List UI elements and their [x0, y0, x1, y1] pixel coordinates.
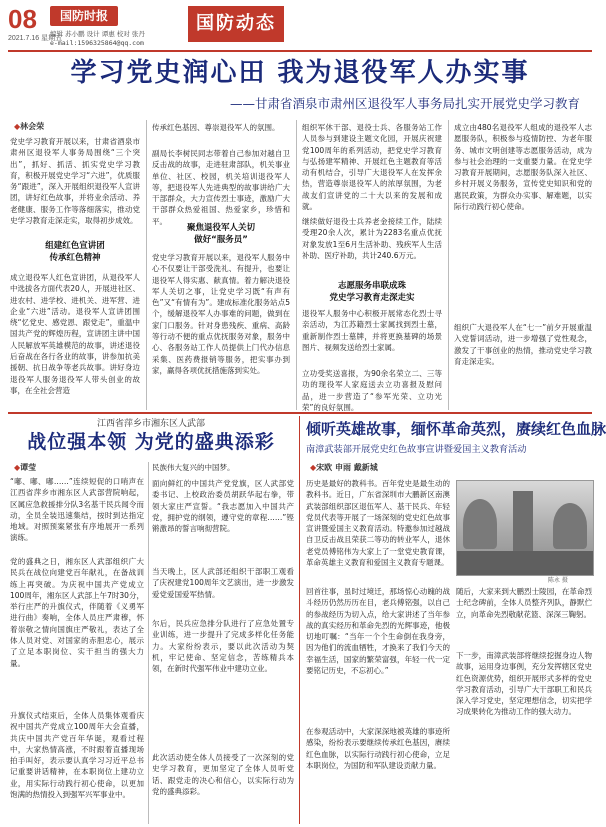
- story2-col2-text-d: 尔后，民兵应急排分队进行了应急处置专业训练，进一步提升了完成多样化任务能力。大家纷纷表示，要以此次活动为契机，牢记使命、坚定信念，苦练精兵本领，在新时代强军伟业中建功立业。: [152, 619, 294, 674]
- story2-col2-text-e: 此次活动使全体人员接受了一次深刻的党史学习教育，更加坚定了全体人员听党话、跟党走的决心和信心，以实际行动为党的盛典添彩。: [152, 753, 294, 796]
- editors-line: 编辑 苏小鹏 设计 谭惠 校对 张丹: [50, 30, 145, 38]
- main-col3-text-b: 继续做好退役士兵养老金接续工作，陆续受理20余人次，累计为2283名重点优抚对象发放1至6月生活补助、残疾军人生活补助、医疗补助，共计240.6万元。: [302, 217, 442, 260]
- photo-caption: 陈永 摄: [548, 577, 568, 584]
- contact-email: e-mail:1596325864@qq.com: [50, 39, 144, 47]
- main-col2-subhead: 聚焦退役军人关切 做好“服务员”: [186, 223, 255, 245]
- issue-date: 2021.7.16 星期五: [8, 35, 63, 42]
- main-col2-text-a: 传承红色基因、尊崇退役军人的氛围。: [152, 123, 280, 132]
- column-divider: [146, 120, 147, 410]
- section-divider: [8, 412, 592, 414]
- story2-kicker: 江西省萍乡市湘东区人武部: [96, 419, 205, 429]
- section-title: 国防动态: [188, 6, 284, 42]
- main-col3-subhead: 志愿服务串联成珠 党史学习教育走深走实: [329, 281, 415, 303]
- main-col2-text-c: 党史学习教育开展以来，退役军人服务中心不仅要让干部受洗礼、有提升，也要让退役军人得实惠、献真情。着力解决退役军人关切之事，让党史学习既“有声有色”又“有情有为”。建成标准化服务站点5个，缓解退役军人办事难的问题，做到在家门口服务。针对身患残疾、重病、高龄等行动不便的重点优抚服务对象，服务中心、各服务站工作人员提供上门代办信息采集、医药费报销等服务，把实事办到家，赢得各项优抚措施落到实处。: [152, 253, 290, 375]
- main-col1-text-b: 成立退役军人红色宣讲团，从退役军人中选拔各方面代表20人，开展进社区、进农村、进学校、进机关、进军营、进企业“六进”活动。退役军人宣讲团围绕“忆党史、感党恩、跟党走”，重温中国共产党的辉煌历程，宣讲团主讲中国人民解放军英雄模范的故事，讲述退役后奋战在各行各业的故事，讲参加抗美援朝、抗日战争等老兵故事。讲好身边退役军人服务退役军人带头创业的故事，在全社会营造: [10, 273, 140, 395]
- main-col2-text-b: 副局长李树民同志带着自己参加对越自卫反击战的故事，走进驻肃部队，机关事业单位、社区、校园，机关培训退役军人等，把退役军人先进典型的故事讲给广大干部群众，大力宣传烈士事迹，激励广大干部群众热爱祖国、热爱家乡，珍惜和平。: [152, 149, 290, 226]
- main-col4-text-a: 成立由480名退役军人组成的退役军人志愿服务队，积极参与疫情防控、为老年服务、城市文明创建等志愿服务活动，成为参与社会治理的一支重要力量。在党史学习教育开展期间，志愿服务队深入社区、乡村开展义务服务，宣传党史知识和党的惠民政策，为群众办实事、解难题，以实际行动践行初心使命。: [454, 123, 592, 212]
- column-divider: [448, 120, 449, 410]
- story2-headline: 战位强本领 为党的盛典添彩: [27, 431, 275, 453]
- story3-col2-text-a: 随后，大家来到大鹏烈士陵园，在革命烈士纪念碑前，全体人员整齐列队，静默伫立，向革命先烈敬献花篮、深深三鞠躬。: [456, 587, 592, 619]
- column-divider: [296, 120, 297, 410]
- main-col1-subhead: 组建红色宣讲团 传承红色精神: [45, 241, 105, 263]
- monument-shape: [513, 491, 533, 551]
- story2-col1-text-b: 党的盛典之日，湘东区人武部组织广大民兵在战位向建党百年献礼，在备战训练上再突破。为庆祝中国共产党成立100周年，湘东区人武部上午7时30分，举行庄严的升旗仪式，伴随着《义勇军进行曲》奏响，全体人员庄严肃穆，怀着崇敬之情向国旗庄严敬礼，表达了全体人员对党、对国家的赤胆忠心，展示了立足本职岗位、实干担当的强大力量。: [10, 557, 144, 668]
- story2-col2-text-b: 面向鲜红的中国共产党党旗，区人武部党委书记、上校政治委员胡跃华起右拳，带领大家庄严宣誓。“我志愿加入中国共产党，拥护党的纲领，遵守党的章程……”铿锵激昂的誓言响彻营院。: [152, 479, 294, 534]
- story-divider: [299, 416, 300, 824]
- story2-byline: ◆ 谭莹: [14, 462, 36, 473]
- masthead-divider: [8, 50, 592, 52]
- story3-col1-text-b: 回首往事，虽时过境迁，那场惊心动魄的战斗经历仍然历历在目，老兵傅铭强，以自己的参战经历为切入点，给大家讲述了当年参战的真实经历和革命先烈的光辉事迹，他极切地叮嘱：“当年一个个生命倒在我身旁，因为他们的流血牺牲，才换来了我们今天的幸福生活，国家的繁荣富强，年轻一代一定要铭记历史，不忘初心。”: [306, 587, 450, 676]
- story2-col1-text-c: 升旗仪式结束后，全体人员集体观看庆祝中国共产党成立100周年大会直播，共庆中国共产党百年华诞，观看过程中，大家热情高涨，不时跟着直播现场拍手叫好，表示要认真学习习近平总书记重要讲话精神，在本职岗位上建功立业，用实际行动践行初心使命，以更加饱满的热情投入到强军兴军事业中。: [10, 711, 144, 800]
- tree-shape: [553, 503, 587, 549]
- main-col4-text-b: 组织广大退役军人在“七一”前夕开展重温入党誓词活动，进一步增强了党性观念，激发了干事创业的热情，推动党史学习教育走深走实。: [454, 323, 592, 366]
- main-col3-text-d: 立功受奖送喜报，为90余名荣立二、三等功的现役军人家庭送去立功喜报及慰问品，进一步营造了“参军光荣、立功光荣”的良好氛围。: [302, 369, 442, 412]
- story2-col2-text-c: 当天晚上，区人武部还组织干部职工观看了庆祝建党100周年文艺演出，进一步激发爱党爱国爱军热情。: [152, 567, 294, 599]
- story3-headline: 倾听英雄故事，缅怀革命英烈，赓续红色血脉: [306, 420, 606, 438]
- main-byline: ◆ 林会荣: [14, 121, 44, 132]
- newspaper-logo: 国防时报: [50, 6, 118, 26]
- story3-col1-text-a: 历史是最好的教科书。百年党史是最生动的教科书。近日，广东省深圳市大鹏新区南澳武装部组织部区退伍军人、基干民兵、年轻党员代表等开展了一场深刻的党史红色故事宣讲暨爱国主义教育活动。特邀参加过越战自卫反击战且荣获二等功的转业军人，退休老党员傅铭伟为大家上了一堂党史教育课，革命英雄主义教育和爱国主义教育专题课。: [306, 479, 450, 568]
- story3-byline: ◆ 宋欧 申雨 戴新城: [310, 462, 378, 473]
- story3-col2-text-b: 下一步，南漳武装部将继续挖掘身边人物故事，运用身边事例，充分发挥辖区党史红色资源优势，组织开展形式多样的党史学习教育活动，引导广大干部职工和民兵深入学习党史，坚定理想信念，切实把学习成果转化为推动工作的强大动力。: [456, 651, 592, 717]
- main-col1-text-a: 党史学习教育开展以来，甘肃省酒泉市肃州区退役军人事务局围绕“三个突出”，抓好、抓活、抓实党史学习教育，积极开展党史学习“六进”，优质服务“跟进”，深入开展组织退役军人宣讲团，讲好红色故事，并将业余活动、养老健康、服务工作等落细落实，推动党史学习教育走深走实，取得初步成效。: [10, 137, 140, 226]
- story2-col2-text-a: 民族伟大复兴的中国梦。: [152, 463, 235, 472]
- main-subheadline: ——甘肃省酒泉市肃州区退役军人事务局扎实开展党史学习教育: [229, 96, 580, 111]
- memorial-photo: [456, 480, 594, 576]
- story3-subheadline: 南漳武装部开展党史红色故事宣讲暨爱国主义教育活动: [306, 444, 527, 455]
- crowd-shape: [457, 551, 593, 575]
- main-col3-text-a: 组织军休干部、退役士兵、各服务站工作人员参与到建设主题文化园，开展庆祝建党100周年的系列活动，把党史学习教育与弘扬建军精神、开展红色主题教育等活动有机结合，引导广大退役军人在发挥余热，营造尊崇退役军人的浓厚氛围，为老战友们宣讲党的二十大以来的发展和成就。: [302, 123, 442, 212]
- page-number: 08: [8, 4, 37, 34]
- main-col3-text-c: 退役军人服务中心积极开展常态化烈士寻亲活动，为江苏籍烈士家属找到烈士墓，重新制作烈士墓牌，并将更换墓碑的场景图片、视频发送给烈士家属。: [302, 309, 442, 352]
- story3-col1-text-c: 在参观活动中，大家深深地被英雄的事迹所感染，纷纷表示要继续传承红色基因，赓续红色血脉，以实际行动践行初心使命，立足本职岗位，为国防和军队建设贡献力量。: [306, 727, 450, 770]
- main-headline: 学习党史润心田 我为退役军人办实事: [70, 58, 530, 88]
- story2-col1-text-a: “嘟、嘟、嘟……”连续短促的口哨声在江西省萍乡市湘东区人武部营院响起，区属应急救援排分队3名基干民兵闻令而动，全员全装迅速集结，按时到达指定地域。对照预案紧张有序地展开一系列演练。: [10, 477, 144, 543]
- column-divider: [148, 462, 149, 824]
- tree-shape: [463, 499, 497, 549]
